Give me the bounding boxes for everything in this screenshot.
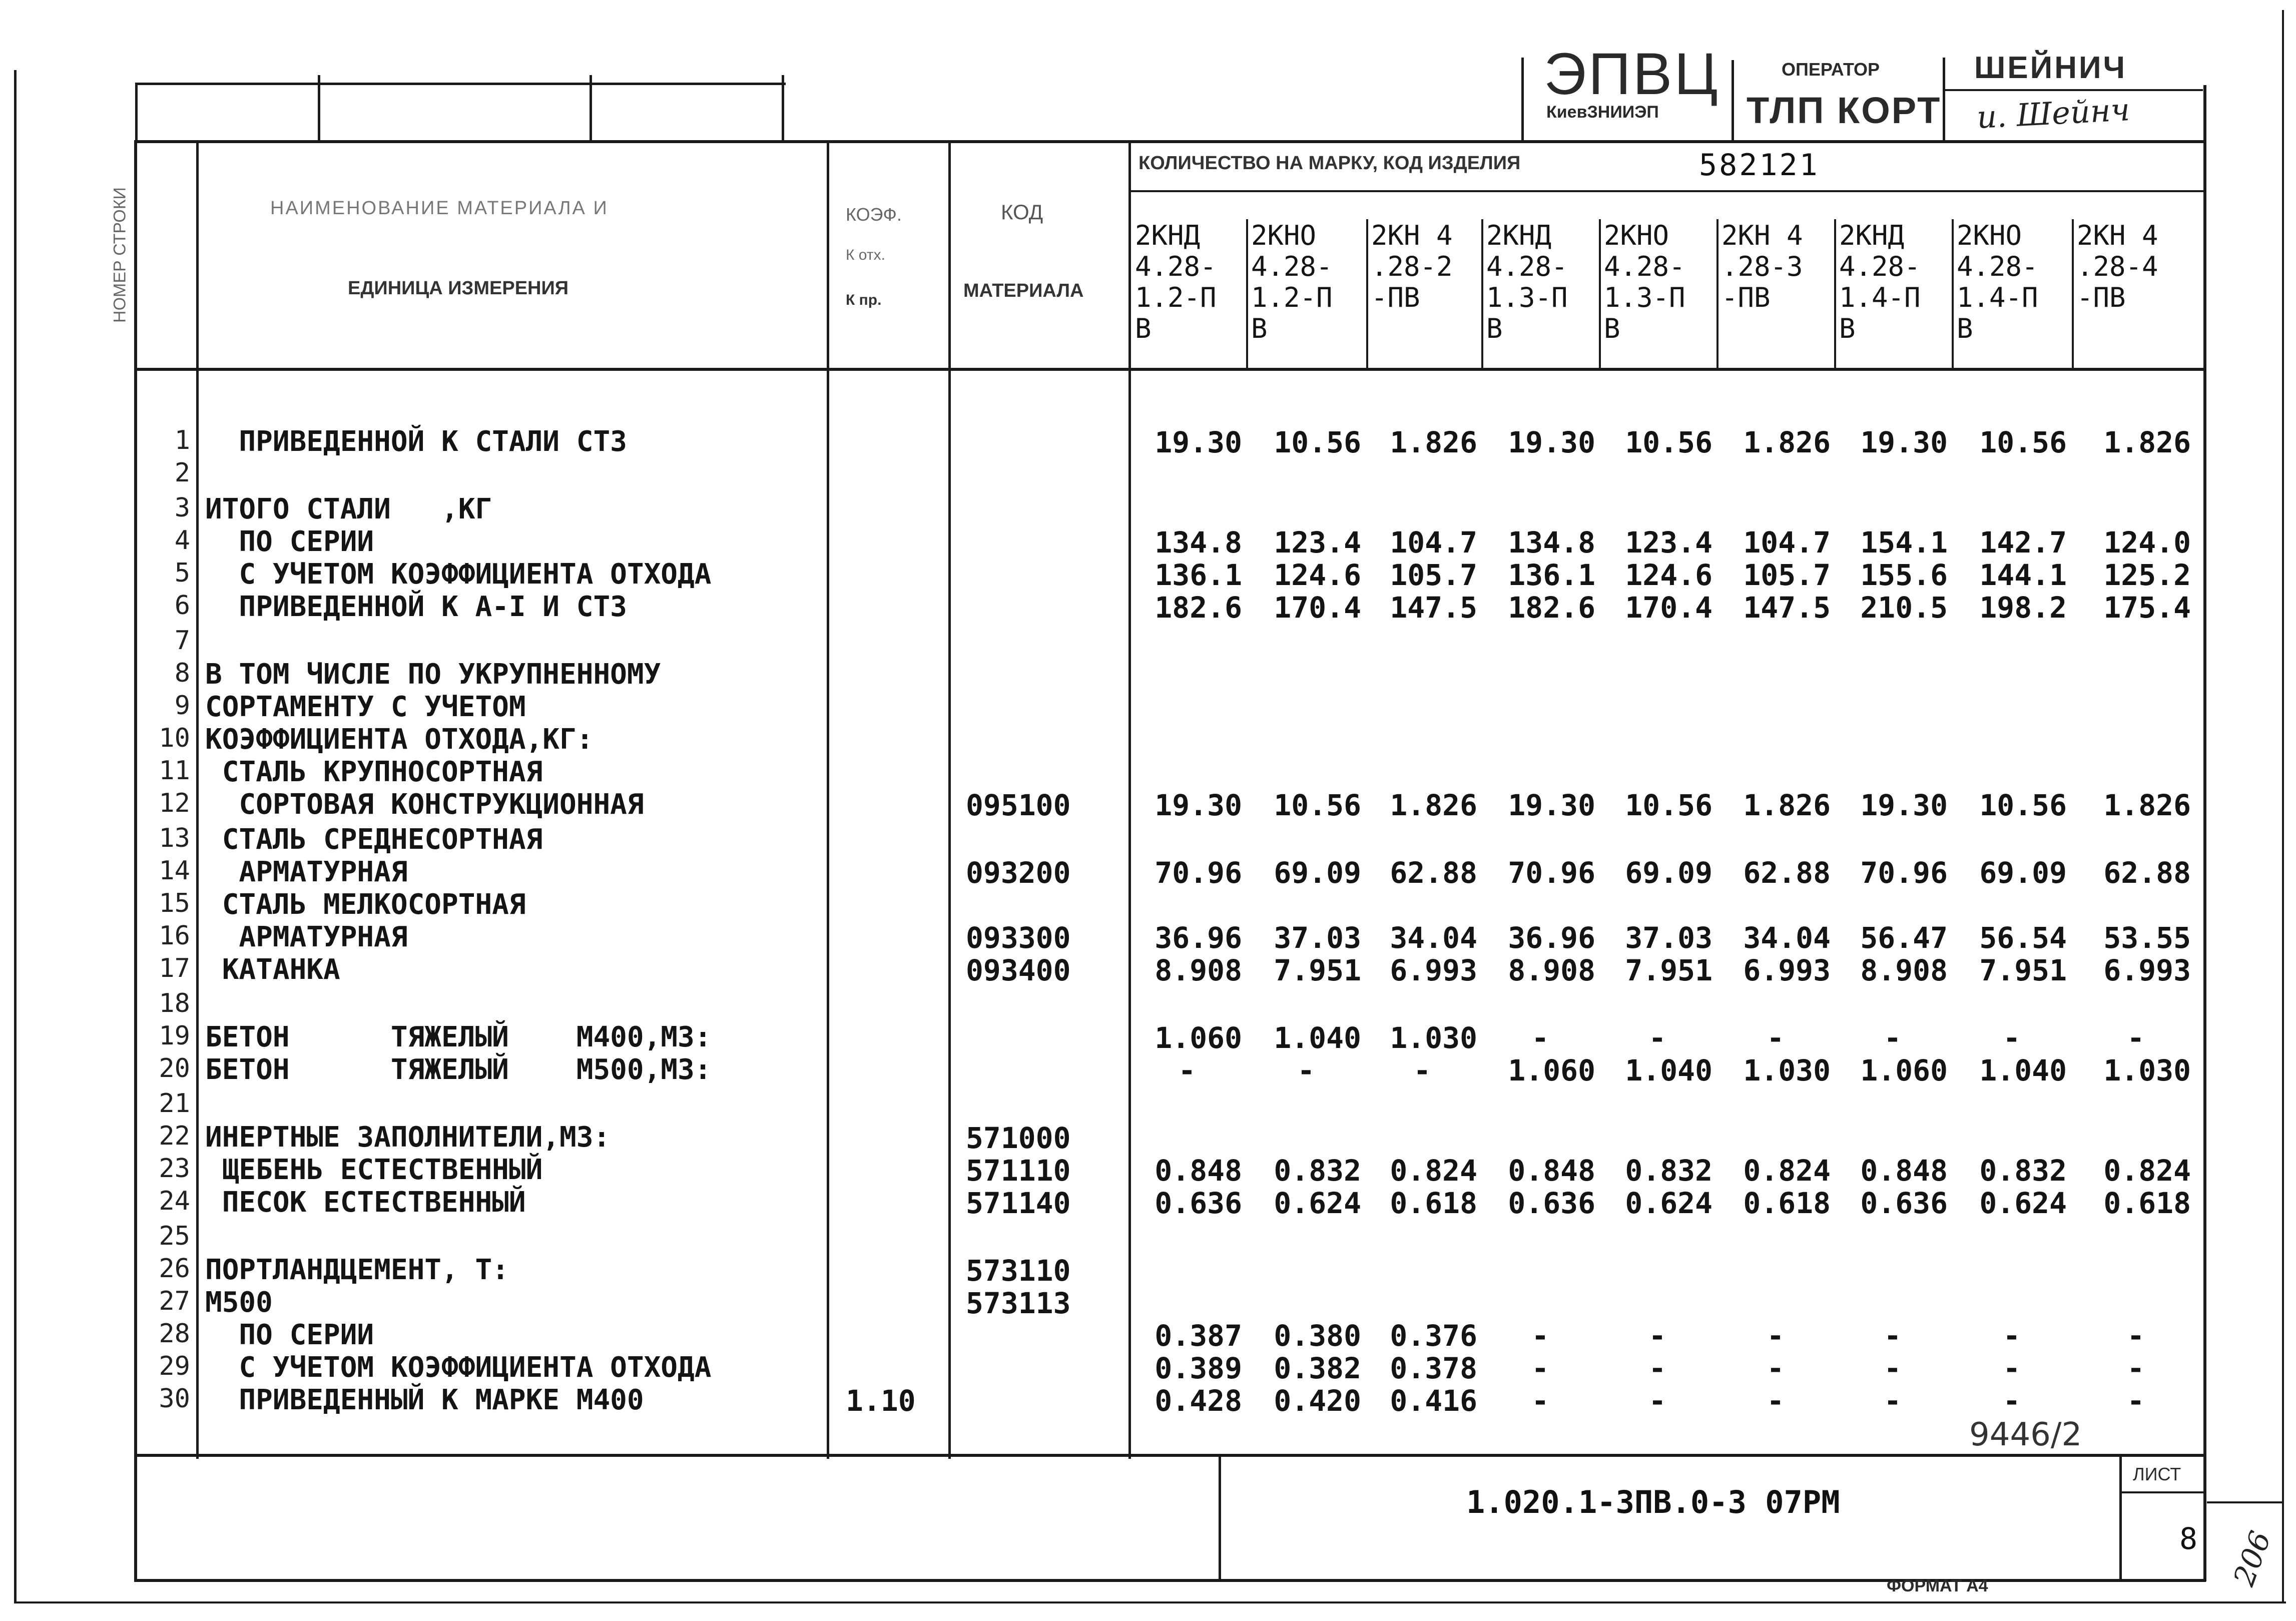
row-number: 25 [159, 1221, 190, 1251]
quantity-cell: 104.7 [1743, 525, 1831, 560]
quantity-cell: 125.2 [2103, 558, 2191, 592]
quantity-cell: 0.416 [1390, 1384, 1477, 1418]
material-code: 571140 [966, 1186, 1071, 1220]
quantity-cell: - [2127, 1384, 2145, 1418]
quantity-cell: 154.1 [1860, 525, 1948, 560]
quantity-cell: 8.908 [1860, 953, 1948, 987]
material-name: КОЭФФИЦИЕНТА ОТХОДА,КГ: [205, 723, 594, 756]
quantity-cell: - [1884, 1319, 1902, 1353]
row-number-header: НОМЕР СТРОКИ [110, 187, 130, 323]
quantity-cell: 19.30 [1155, 425, 1242, 459]
column-header: 2КН 4 .28-2 -ПВ [1371, 220, 1453, 313]
material-code: 571110 [966, 1154, 1071, 1188]
quantity-cell: 34.04 [1743, 921, 1831, 955]
quantity-cell: 0.380 [1274, 1319, 1361, 1353]
material-code: 573113 [966, 1286, 1071, 1320]
quantity-cell: - [1648, 1319, 1666, 1353]
row-number: 2 [174, 458, 190, 488]
quantity-cell: 7.951 [1979, 953, 2067, 987]
quantity-cell: - [1884, 1021, 1902, 1055]
column-header: 2КНД 4.28- 1.4-П В [1839, 220, 1921, 344]
row-number: 12 [159, 788, 190, 818]
material-name: ПРИВЕДЕННОЙ К А-I И СТ3 [205, 591, 627, 623]
material-name: АРМАТУРНАЯ [205, 856, 408, 888]
coefficient-value: 1.10 [846, 1384, 916, 1418]
column-header: 2КНО 4.28- 1.4-П В [1957, 220, 2038, 344]
row-number: 16 [159, 921, 190, 951]
quantity-cell: 6.993 [2103, 953, 2191, 987]
material-name: М500 [205, 1286, 273, 1319]
column-header: 2КНД 4.28- 1.2-П В [1135, 220, 1217, 344]
quantity-cell: 6.993 [1743, 953, 1831, 987]
material-header-1: НАИМЕНОВАНИЕ МАТЕРИАЛА И [270, 198, 609, 219]
quantity-cell: - [1648, 1351, 1666, 1385]
column-header: 2КНД 4.28- 1.3-П В [1486, 220, 1568, 344]
quantity-cell: 0.618 [1743, 1186, 1831, 1220]
quantity-cell: 69.09 [1625, 856, 1712, 890]
quantity-cell: 134.8 [1508, 525, 1595, 560]
row-number: 18 [159, 988, 190, 1018]
row-number: 30 [159, 1384, 190, 1414]
quantity-cell: 155.6 [1860, 558, 1948, 592]
org-name: ЭПВЦ [1544, 41, 1720, 107]
quantity-cell: 0.624 [1274, 1186, 1361, 1220]
quantity-cell: 136.1 [1155, 558, 1242, 592]
row-number: 27 [159, 1286, 190, 1316]
code-header-1: КОД [1001, 200, 1043, 224]
format-label: ФОРМАТ А4 [1887, 1576, 1988, 1595]
quantity-cell: 0.420 [1274, 1384, 1361, 1418]
quantity-cell: 134.8 [1155, 525, 1242, 560]
material-name: СОРТАМЕНТУ С УЧЕТОМ [205, 691, 526, 723]
quantity-cell: 8.908 [1155, 953, 1242, 987]
quantity-cell: 1.030 [1743, 1053, 1831, 1088]
material-name: ЩЕБЕНЬ ЕСТЕСТВЕННЫЙ [205, 1154, 543, 1186]
quantity-cell: 69.09 [1274, 856, 1361, 890]
quantity-cell: - [1531, 1021, 1549, 1055]
material-name: В ТОМ ЧИСЛЕ ПО УКРУПНЕННОМУ [205, 658, 661, 691]
quantity-cell: - [2003, 1021, 2021, 1055]
quantity-cell: 37.03 [1625, 921, 1712, 955]
quantity-cell: - [2127, 1319, 2145, 1353]
quantity-cell: 0.618 [2103, 1186, 2191, 1220]
quantity-cell: 1.826 [2103, 425, 2191, 459]
quantity-cell: 0.636 [1860, 1186, 1948, 1220]
quantity-cell: 6.993 [1390, 953, 1477, 987]
quantity-cell: 1.040 [1979, 1053, 2067, 1088]
column-header: 2КН 4 .28-3 -ПВ [1721, 220, 1803, 313]
quantity-cell: 69.09 [1979, 856, 2067, 890]
quantity-cell: 1.826 [2103, 788, 2191, 822]
quantity-cell: 123.4 [1625, 525, 1712, 560]
quantity-cell: 0.624 [1979, 1186, 2067, 1220]
quantity-cell: 0.624 [1625, 1186, 1712, 1220]
quantity-cell: 105.7 [1743, 558, 1831, 592]
row-number: 6 [174, 591, 190, 621]
material-name: ПО СЕРИИ [205, 1319, 374, 1351]
quantity-cell: 36.96 [1508, 921, 1595, 955]
quantity-cell: 104.7 [1390, 525, 1477, 560]
row-number: 28 [159, 1319, 190, 1349]
row-number: 15 [159, 888, 190, 918]
quantity-cell: 37.03 [1274, 921, 1361, 955]
quantity-cell: 34.04 [1390, 921, 1477, 955]
quantity-cell: 1.826 [1743, 425, 1831, 459]
quantity-cell: 36.96 [1155, 921, 1242, 955]
material-name: СТАЛЬ СРЕДНЕСОРТНАЯ [205, 823, 543, 856]
quantity-cell: 10.56 [1625, 425, 1712, 459]
quantity-cell: 124.6 [1625, 558, 1712, 592]
quantity-cell: 0.389 [1155, 1351, 1242, 1385]
quantity-cell: 0.376 [1390, 1319, 1477, 1353]
quantity-cell: 0.636 [1508, 1186, 1595, 1220]
quantity-cell: 124.6 [1274, 558, 1361, 592]
quantity-cell: - [1648, 1384, 1666, 1418]
row-number: 29 [159, 1351, 190, 1381]
material-name: АРМАТУРНАЯ [205, 921, 408, 953]
quantity-cell: 0.636 [1155, 1186, 1242, 1220]
quantity-cell: 182.6 [1508, 591, 1595, 625]
quantity-cell: 10.56 [1979, 425, 2067, 459]
quantity-header: КОЛИЧЕСТВО НА МАРКУ, КОД ИЗДЕЛИЯ [1138, 153, 1521, 174]
quantity-cell: 0.824 [2103, 1154, 2191, 1188]
quantity-cell: 70.96 [1508, 856, 1595, 890]
row-number: 19 [159, 1021, 190, 1051]
material-name: БЕТОН ТЯЖЕЛЫЙ М400,М3: [205, 1021, 712, 1053]
quantity-cell: - [1767, 1021, 1785, 1055]
row-number: 22 [159, 1121, 190, 1151]
quantity-cell: 0.824 [1743, 1154, 1831, 1188]
operator-value: ТЛП КОРТ [1747, 90, 1942, 131]
quantity-cell: 0.378 [1390, 1351, 1477, 1385]
operator-label: ОПЕРАТОР [1782, 59, 1880, 80]
quantity-cell: 56.47 [1860, 921, 1948, 955]
code-header-2: МАТЕРИАЛА [963, 280, 1084, 301]
material-code: 573110 [966, 1254, 1071, 1288]
material-name: ПРИВЕДЕННОЙ К СТАЛИ СТ3 [205, 425, 627, 458]
quantity-cell: 147.5 [1390, 591, 1477, 625]
row-number: 10 [159, 723, 190, 753]
quantity-cell: 1.030 [2103, 1053, 2191, 1088]
quantity-cell: 182.6 [1155, 591, 1242, 625]
material-name: КАТАНКА [205, 953, 340, 986]
quantity-cell: 0.832 [1979, 1154, 2067, 1188]
product-code: 582121 [1699, 148, 1820, 183]
quantity-cell: 0.387 [1155, 1319, 1242, 1353]
material-name: ПЕСОК ЕСТЕСТВЕННЫЙ [205, 1186, 526, 1219]
material-name: ИНЕРТНЫЕ ЗАПОЛНИТЕЛИ,М3: [205, 1121, 611, 1154]
material-name: БЕТОН ТЯЖЕЛЫЙ М500,М3: [205, 1053, 712, 1086]
quantity-cell: 124.0 [2103, 525, 2191, 560]
row-number: 26 [159, 1254, 190, 1284]
row-number: 21 [159, 1089, 190, 1119]
quantity-cell: 0.832 [1625, 1154, 1712, 1188]
quantity-cell: - [2127, 1351, 2145, 1385]
quantity-cell: - [1648, 1021, 1666, 1055]
material-name: ПО СЕРИИ [205, 525, 374, 558]
quantity-cell: 170.4 [1625, 591, 1712, 625]
material-name: ИТОГО СТАЛИ ,КГ [205, 493, 492, 525]
quantity-cell: 70.96 [1155, 856, 1242, 890]
quantity-cell: - [1413, 1053, 1431, 1088]
quantity-cell: 1.060 [1155, 1021, 1242, 1055]
quantity-cell: - [1884, 1384, 1902, 1418]
coef-header-3: К пр. [846, 292, 882, 308]
material-code: 093300 [966, 921, 1071, 955]
quantity-cell: 56.54 [1979, 921, 2067, 955]
quantity-cell: 198.2 [1979, 591, 2067, 625]
material-code: 093200 [966, 856, 1071, 890]
quantity-cell: 8.908 [1508, 953, 1595, 987]
row-number: 13 [159, 823, 190, 853]
material-name: СТАЛЬ КРУПНОСОРТНАЯ [205, 756, 543, 788]
quantity-cell: 0.848 [1860, 1154, 1948, 1188]
quantity-cell: 62.88 [1743, 856, 1831, 890]
material-code: 571000 [966, 1121, 1071, 1155]
quantity-cell: 0.832 [1274, 1154, 1361, 1188]
quantity-cell: - [1297, 1053, 1315, 1088]
side-mark: 206 [2226, 1526, 2278, 1590]
coef-header-2: К отх. [846, 247, 885, 263]
quantity-cell: 175.4 [2103, 591, 2191, 625]
quantity-cell: 0.618 [1390, 1186, 1477, 1220]
row-number: 5 [174, 558, 190, 588]
material-name: С УЧЕТОМ КОЭФФИЦИЕНТА ОТХОДА [205, 1351, 712, 1384]
quantity-cell: 19.30 [1508, 425, 1595, 459]
quantity-cell: - [1531, 1351, 1549, 1385]
quantity-cell: 7.951 [1625, 953, 1712, 987]
row-number: 17 [159, 953, 190, 983]
sheet-number: 8 [2179, 1521, 2198, 1556]
row-number: 11 [159, 756, 190, 786]
quantity-cell: 19.30 [1155, 788, 1242, 822]
quantity-cell: 0.428 [1155, 1384, 1242, 1418]
quantity-cell: 0.848 [1155, 1154, 1242, 1188]
row-number: 4 [174, 525, 190, 556]
material-name: ПОРТЛАНДЦЕМЕНТ, Т: [205, 1254, 509, 1286]
quantity-cell: 19.30 [1508, 788, 1595, 822]
document-code: 1.020.1-3ПВ.0-3 07РМ [1466, 1484, 1840, 1520]
row-number: 14 [159, 856, 190, 886]
quantity-cell: 10.56 [1625, 788, 1712, 822]
material-header-2: ЕДИНИЦА ИЗМЕРЕНИЯ [348, 278, 569, 299]
row-number: 1 [174, 425, 190, 455]
quantity-cell: 0.824 [1390, 1154, 1477, 1188]
quantity-cell: 10.56 [1979, 788, 2067, 822]
sheet-label: ЛИСТ [2133, 1464, 2181, 1484]
material-name: СТАЛЬ МЕЛКОСОРТНАЯ [205, 888, 526, 921]
quantity-cell: 62.88 [1390, 856, 1477, 890]
quantity-cell: - [1767, 1319, 1785, 1353]
quantity-cell: - [1531, 1384, 1549, 1418]
quantity-cell: 53.55 [2103, 921, 2191, 955]
row-number: 23 [159, 1154, 190, 1184]
material-code: 093400 [966, 953, 1071, 987]
quantity-cell: 210.5 [1860, 591, 1948, 625]
quantity-cell: 1.040 [1625, 1053, 1712, 1088]
material-name: СОРТОВАЯ КОНСТРУКЦИОННАЯ [205, 788, 644, 821]
quantity-cell: 147.5 [1743, 591, 1831, 625]
quantity-cell: - [1767, 1351, 1785, 1385]
quantity-cell: - [1178, 1053, 1196, 1088]
quantity-cell: - [1884, 1351, 1902, 1385]
row-number: 24 [159, 1186, 190, 1216]
column-header: 2КНО 4.28- 1.2-П В [1251, 220, 1333, 344]
quantity-cell: 144.1 [1979, 558, 2067, 592]
quantity-cell: 1.826 [1743, 788, 1831, 822]
quantity-cell: 123.4 [1274, 525, 1361, 560]
row-number: 8 [174, 658, 190, 688]
quantity-cell: 10.56 [1274, 425, 1361, 459]
column-header: 2КНО 4.28- 1.3-П В [1604, 220, 1685, 344]
quantity-cell: - [1767, 1384, 1785, 1418]
quantity-cell: 1.040 [1274, 1021, 1361, 1055]
quantity-cell: 170.4 [1274, 591, 1361, 625]
quantity-cell: 19.30 [1860, 425, 1948, 459]
quantity-cell: 1.060 [1860, 1053, 1948, 1088]
quantity-cell: 7.951 [1274, 953, 1361, 987]
executor-name: ШЕЙНИЧ [1974, 51, 2127, 85]
material-name: ПРИВЕДЕННЫЙ К МАРКЕ М400 [205, 1384, 644, 1416]
material-code: 095100 [966, 788, 1071, 822]
row-number: 9 [174, 691, 190, 721]
org-subname: КиевЗНИИЭП [1546, 103, 1659, 122]
coef-header-1: КОЭФ. [846, 204, 902, 225]
row-number: 7 [174, 626, 190, 656]
quantity-cell: 1.030 [1390, 1021, 1477, 1055]
quantity-cell: - [1531, 1319, 1549, 1353]
quantity-cell: - [2003, 1351, 2021, 1385]
quantity-cell: 19.30 [1860, 788, 1948, 822]
column-header: 2КН 4 .28-4 -ПВ [2077, 220, 2158, 313]
quantity-cell: 142.7 [1979, 525, 2067, 560]
quantity-cell: 70.96 [1860, 856, 1948, 890]
quantity-cell: - [2003, 1384, 2021, 1418]
handwritten-number: 9446/2 [1969, 1416, 2082, 1453]
quantity-cell: 0.848 [1508, 1154, 1595, 1188]
quantity-cell: 0.382 [1274, 1351, 1361, 1385]
quantity-cell: - [2003, 1319, 2021, 1353]
quantity-cell: 1.826 [1390, 788, 1477, 822]
quantity-cell: 62.88 [2103, 856, 2191, 890]
row-number: 20 [159, 1053, 190, 1084]
quantity-cell: 136.1 [1508, 558, 1595, 592]
quantity-cell: 1.060 [1508, 1053, 1595, 1088]
quantity-cell: 10.56 [1274, 788, 1361, 822]
quantity-cell: 1.826 [1390, 425, 1477, 459]
row-number: 3 [174, 493, 190, 523]
material-name: С УЧЕТОМ КОЭФФИЦИЕНТА ОТХОДА [205, 558, 712, 591]
quantity-cell: - [2127, 1021, 2145, 1055]
quantity-cell: 105.7 [1390, 558, 1477, 592]
signature: и. Шейнч [1976, 91, 2131, 136]
